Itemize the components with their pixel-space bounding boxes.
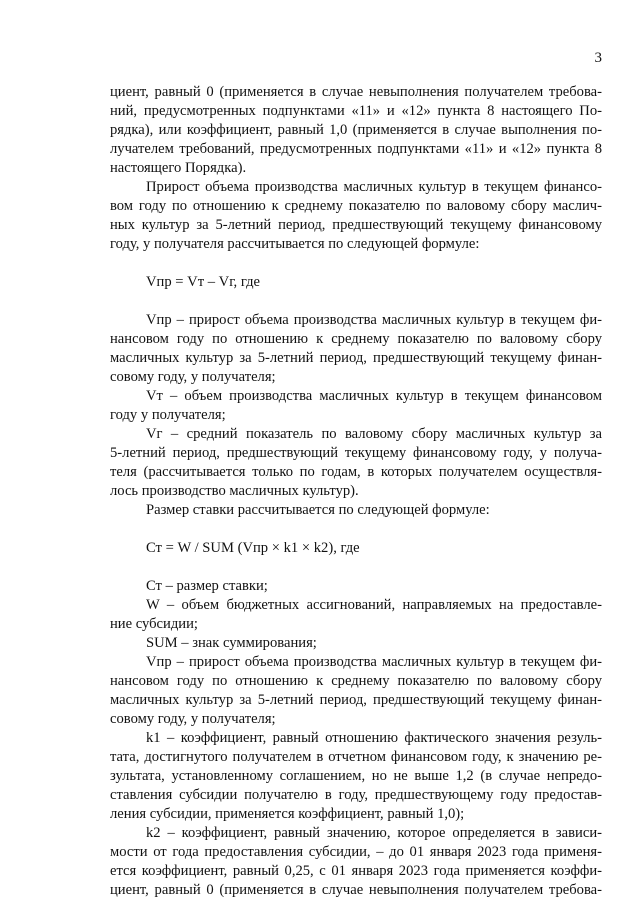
text-line: ется коэффициент, равный 0,25, с 01 января 2023 года применяется коэффи-: [110, 863, 602, 879]
text-line: циент, равный 0 (применяется в случае невыполнения получателем требова-: [110, 882, 602, 898]
text-line: W – объем бюджетных ассигнований, направляемых на предоставле-: [146, 597, 602, 613]
text-line: теля (рассчитывается только по годам, в которых получателем осуществля-: [110, 464, 602, 480]
text-line: Vг – средний показатель по валовому сбору масличных культур за: [146, 426, 602, 442]
text-line: мости от года предоставления субсидии, – до 01 января 2023 года применя-: [110, 844, 602, 860]
text-line: ставления субсидии получателю в году, предшествующему году предостав-: [110, 787, 602, 803]
text-line: году, у получателя рассчитывается по следующей формуле:: [110, 236, 480, 252]
document-body: [110, 83, 602, 900]
text-line: лучателем требований, предусмотренных подпунктами «11» и «12» пункта 8: [110, 141, 602, 157]
text-line: рядка), или коэффициент, равный 1,0 (применяется в случае выполнения по-: [110, 122, 602, 138]
text-line: настоящего Порядка).: [110, 160, 247, 176]
text-line: Vпр – прирост объема производства масличных культур в текущем фи-: [146, 312, 602, 328]
text-line: Vпр – прирост объема производства масличных культур в текущем фи-: [146, 654, 602, 670]
text-line: циент, равный 0 (применяется в случае невыполнения получателем требова-: [110, 84, 602, 100]
text-line: ных культур за 5-летний период, предшествующий текущему финансовому: [110, 217, 602, 233]
text-line: Ст – размер ставки;: [146, 578, 268, 594]
blank-line: [110, 254, 602, 273]
formula-line: Ст = W / SUM (Vпр × k1 × k2), где: [146, 540, 360, 556]
text-line: ние субсидии;: [110, 616, 198, 632]
text-line: нансовом году по отношению к среднему показателю по валовому сбору: [110, 673, 602, 689]
text-line: масличных культур за 5-летний период, предшествующий текущему финан-: [110, 350, 602, 366]
blank-line: [110, 520, 602, 539]
text-line: совому году, у получателя;: [110, 711, 276, 727]
text-line: SUM – знак суммирования;: [146, 635, 317, 651]
text-line: тата, достигнутого получателем в отчетном финансовом году, к значению ре-: [110, 749, 602, 765]
text-line: Vт – объем производства масличных культур в текущем финансовом: [146, 388, 602, 404]
text-line: году у получателя;: [110, 407, 226, 423]
formula-line: Vпр = Vт – Vг, где: [146, 274, 261, 290]
text-line: ления субсидии, применяется коэффициент, равный 1,0);: [110, 806, 465, 822]
text-line: лось производство масличных культур).: [110, 483, 359, 499]
blank-line: [110, 292, 602, 311]
text-line: совому году, у получателя;: [110, 369, 276, 385]
text-line: 5-летний период, предшествующий текущему финансовому году, у получа-: [110, 445, 602, 461]
text-line: зультата, установленному соглашением, но не выше 1,2 (в случае непредо-: [110, 768, 602, 784]
text-line: Прирост объема производства масличных культур в текущем финансо-: [146, 179, 602, 195]
text-line: k2 – коэффициент, равный значению, которое определяется в зависи-: [146, 825, 602, 841]
blank-line: [110, 558, 602, 577]
text-line: ний, предусмотренных подпунктами «11» и «12» пункта 8 настоящего По-: [110, 103, 602, 119]
text-line: k1 – коэффициент, равный отношению фактического значения резуль-: [146, 730, 602, 746]
page-number: 3: [594, 50, 602, 66]
text-line: Размер ставки рассчитывается по следующей формуле:: [146, 502, 490, 518]
text-line: масличных культур за 5-летний период, предшествующий текущему финан-: [110, 692, 602, 708]
text-line: вом году по отношению к среднему показателю по валовому сбору маслич-: [110, 198, 602, 214]
text-line: нансовом году по отношению к среднему показателю по валовому сбору: [110, 331, 602, 347]
